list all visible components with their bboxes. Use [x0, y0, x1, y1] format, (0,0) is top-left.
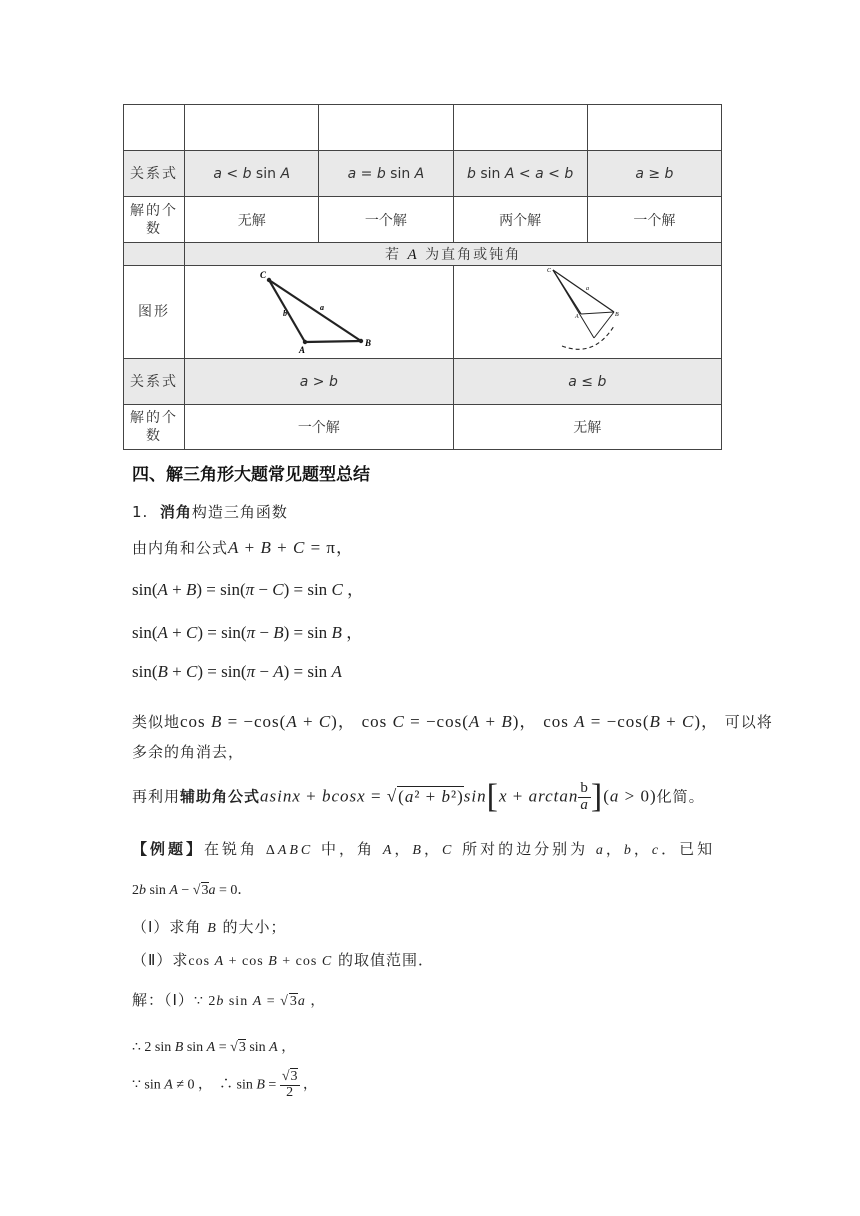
question-2: （Ⅱ）求cos A + cos B + cos C 的取值范围．: [132, 951, 434, 969]
solution-line-1: 解：（Ⅰ）∵ 2b sin A = √3a ，: [132, 991, 326, 1009]
relation-cell: a < b sin A: [185, 151, 319, 197]
identity-3: sin(B + C) = sin(π − A) = sin A: [132, 662, 342, 681]
vertex-label-a: A: [299, 345, 306, 354]
row-label: 解的个数: [124, 197, 185, 243]
figure-cell-no-solution: [453, 266, 721, 359]
example-statement: 【例题】在锐角 ΔABC 中，角 A，B，C 所对的边分别为 a，b，c．已知: [132, 840, 716, 858]
table-row-case-header: [124, 243, 722, 266]
table-row-relation-1: [124, 151, 722, 197]
similar-line: 类似地cos B = −cos(A + C)， cos C = −cos(A + B)， cos A = −cos(B + C)， 可以将: [132, 712, 773, 731]
similar-line-2: 多余的角消去，: [132, 743, 245, 761]
example-condition: 2b sin A − √3a = 0．: [132, 883, 252, 898]
svg-text:B: B: [614, 312, 619, 318]
figure-cell-obtuse: [185, 266, 453, 359]
solution-cases-table: [123, 104, 722, 450]
relation-cell: a ≥ b: [587, 151, 721, 197]
relation-cell: a > b: [185, 359, 453, 405]
count-cell: 一个解: [319, 197, 453, 243]
relation-cell: a = b sin A: [319, 151, 453, 197]
count-cell: 无解: [185, 197, 319, 243]
relation-cell: a ≤ b: [453, 359, 721, 405]
svg-text:C: C: [546, 268, 551, 274]
relation-cell: b sin A < a < b: [453, 151, 587, 197]
table-row-relation-2: [124, 359, 722, 405]
table-row-count-2: [124, 405, 722, 450]
vertex-label-b: B: [365, 338, 372, 348]
triangle-figure-a-le-b: [454, 266, 722, 354]
angle-sum-line: 由内角和公式A + B + C = π，: [132, 538, 354, 557]
identity-2: sin(A + C) = sin(π − B) = sin B ，: [132, 623, 364, 642]
row-label: 关系式: [124, 359, 185, 405]
count-cell: 一个解: [587, 197, 721, 243]
section-heading: 四、解三角形大题常见题型总结: [132, 465, 370, 485]
table-row-figure: [124, 266, 722, 359]
side-label-b: b: [283, 309, 288, 318]
triangle-figure-a-gt-b: [185, 266, 453, 354]
solution-line-3: ∵ sin A ≠ 0 ， ∴ sin B = $\frac{√3}{2}$ ，: [132, 1069, 317, 1100]
table-row-count-1: [124, 197, 722, 243]
row-label: 解的个数: [124, 405, 185, 450]
case-header: 若 A 为直角或钝角: [185, 243, 722, 266]
svg-text:A: A: [574, 314, 579, 320]
count-cell: 无解: [453, 405, 721, 450]
count-cell: 两个解: [453, 197, 587, 243]
row-label: 图形: [124, 266, 185, 359]
question-1: （Ⅰ）求角 B 的大小；: [132, 918, 287, 936]
side-label-a: a: [320, 303, 325, 312]
solution-line-2: ∴ 2 sin B sin A = √3 sin A ，: [132, 1040, 296, 1055]
svg-text:a: a: [585, 286, 589, 292]
item-1: 1. 消角构造三角函数: [132, 503, 288, 521]
aux-angle-line: 再利用辅助角公式asinx + bcosx = √(a² + b²)sin[x + arctan $\frac{b}{a}$ ](a > 0)化简。: [132, 778, 705, 815]
row-label: 关系式: [124, 151, 185, 197]
table-row-figures-top: [124, 105, 722, 151]
count-cell: 一个解: [185, 405, 453, 450]
identity-1: sin(A + B) = sin(π − C) = sin C ，: [132, 580, 365, 599]
vertex-label-c: C: [260, 270, 267, 280]
